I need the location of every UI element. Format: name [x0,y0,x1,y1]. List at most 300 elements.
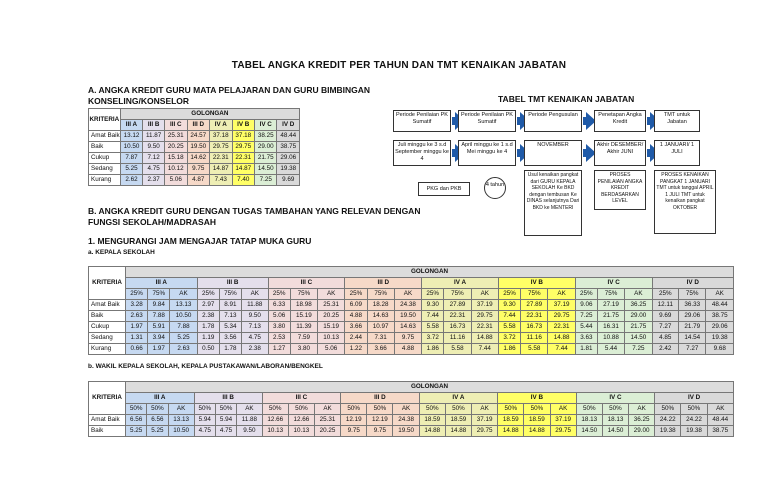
value-cell: 2.38 [197,311,219,322]
kriteria-label: Baik [89,142,121,153]
value-cell: 13.13 [168,415,194,426]
golongan-group-header: III A [126,393,195,404]
value-cell: 1.31 [126,333,148,344]
value-cell: 3.94 [148,333,170,344]
sub-col-header: 25% [126,289,148,300]
value-cell: 25.31 [318,300,345,311]
value-cell: 24.22 [655,415,681,426]
value-cell: 7.44 [422,311,444,322]
value-cell: 13.12 [120,131,142,142]
value-cell: 9.68 [706,344,734,355]
value-cell: 4.75 [242,333,269,344]
value-cell: 6.09 [345,300,367,311]
kriteria-label: Kurang [89,175,121,186]
value-cell: 5.91 [148,322,170,333]
kriteria-header: KRITERIA [89,382,126,415]
value-cell: 5.58 [444,344,471,355]
value-cell: 12.19 [341,415,367,426]
value-cell: 22.31 [471,322,498,333]
value-cell: 12.19 [367,415,393,426]
value-cell: 6.33 [268,300,290,311]
golongan-group-header: III C [262,393,341,404]
sub-col-header: 25% [197,289,219,300]
golongan-col-header: III B [143,120,165,131]
sub-col-header: AK [168,404,194,415]
value-cell: 7.25 [254,175,276,186]
sub-col-header: AK [548,289,575,300]
value-cell: 3.56 [219,333,241,344]
value-cell: 7.25 [575,311,597,322]
value-cell: 38.75 [277,142,300,153]
value-cell: 2.53 [268,333,290,344]
flow-box-detail: NOVEMBER [524,140,582,166]
value-cell: 14.88 [524,426,550,437]
subsection-1-heading: 1. MENGURANGI JAM MENGAJAR TATAP MUKA GURU [88,236,312,246]
value-cell: 10.12 [165,164,187,175]
value-cell: 11.88 [242,300,269,311]
golongan-group-header: IV A [422,278,499,289]
sub-col-header: 50% [419,404,445,415]
value-cell: 3.66 [345,322,367,333]
value-cell: 7.44 [471,344,498,355]
golongan-group-header: IV C [575,278,652,289]
value-cell: 4.88 [345,311,367,322]
value-cell: 15.18 [165,153,187,164]
sub-col-header: 50% [215,404,236,415]
subsection-1b-heading: b. WAKIL KEPALA SEKOLAH, KEPALA PUSTAKAWAN/LABORAN/BENGKEL [88,363,323,370]
value-cell: 9.69 [277,175,300,186]
value-cell: 7.43 [210,175,232,186]
value-cell: 14.50 [625,333,652,344]
value-cell: 48.44 [277,131,300,142]
value-cell: 16.73 [521,322,548,333]
golongan-header: GOLONGAN [120,109,299,120]
sub-col-header: 25% [575,289,597,300]
value-cell: 10.13 [288,426,314,437]
value-cell: 0.50 [197,344,219,355]
sub-col-header: 50% [262,404,288,415]
sub-col-header: 50% [126,404,147,415]
value-cell: 14.50 [254,164,276,175]
value-cell: 6.56 [126,415,147,426]
value-cell: 12.66 [288,415,314,426]
golongan-group-header: IV B [498,278,575,289]
table-row [89,333,734,344]
kriteria-label: Kurang [89,344,126,355]
value-cell: 1.86 [422,344,444,355]
sub-col-header: 75% [444,289,471,300]
golongan-group-header: IV C [576,393,655,404]
wakil-kepala-sekolah-table [88,381,734,437]
value-cell: 29.06 [679,311,706,322]
sub-col-header: 50% [524,404,550,415]
value-cell: 29.00 [629,426,655,437]
flow-box-title: TMT untuk Jabatan [654,110,700,132]
value-cell: 22.31 [444,311,471,322]
value-cell: 9.84 [148,300,170,311]
value-cell: 29.00 [625,311,652,322]
sub-col-header: 25% [422,289,444,300]
sub-col-header: AK [314,404,340,415]
value-cell: 21.75 [597,311,624,322]
value-cell: 24.38 [393,415,419,426]
sub-col-header: 25% [268,289,290,300]
value-cell: 5.06 [268,311,290,322]
value-cell: 9.75 [394,333,421,344]
golongan-col-header: III A [120,120,142,131]
value-cell: 3.80 [290,344,317,355]
value-cell: 9.75 [341,426,367,437]
value-cell: 18.59 [445,415,471,426]
value-cell: 11.87 [143,131,165,142]
table-row [89,175,300,186]
sub-col-header: 50% [655,404,681,415]
table-row [89,426,734,437]
value-cell: 7.13 [242,322,269,333]
kriteria-label: Sedang [89,164,121,175]
value-cell: 10.88 [597,333,624,344]
value-cell: 11.39 [290,322,317,333]
golongan-col-header: IV A [210,120,232,131]
value-cell: 14.88 [471,333,498,344]
section-a-heading: A. ANGKA KREDIT GURU MATA PELAJARAN DAN GURU BIMBINGAN [88,85,371,95]
sub-col-header: 50% [498,404,524,415]
sub-col-header: 75% [219,289,241,300]
value-cell: 3.72 [422,333,444,344]
value-cell: 2.97 [197,300,219,311]
value-cell: 7.44 [498,311,520,322]
sub-col-header: 50% [576,404,602,415]
value-cell: 3.80 [268,322,290,333]
table-row [89,131,300,142]
value-cell: 4.85 [652,333,679,344]
value-cell: 7.40 [232,175,254,186]
value-cell: 38.75 [707,426,733,437]
value-cell: 2.62 [120,175,142,186]
value-cell: 22.31 [521,311,548,322]
flow-box-detail: Juli minggu ke 3 s.d September minggu ke 4 [393,140,451,166]
value-cell: 25.31 [165,131,187,142]
value-cell: 0.66 [126,344,148,355]
value-cell: 11.88 [237,415,262,426]
value-cell: 18.13 [602,415,628,426]
value-cell: 38.75 [706,311,734,322]
value-cell: 5.25 [120,164,142,175]
value-cell: 7.25 [625,344,652,355]
sub-col-header: 50% [288,404,314,415]
sub-col-header: 50% [602,404,628,415]
value-cell: 37.18 [232,131,254,142]
kriteria-label: Baik [89,426,126,437]
value-cell: 37.19 [550,415,576,426]
value-cell: 1.97 [148,344,170,355]
value-cell: 22.31 [548,322,575,333]
sub-col-header: AK [625,289,652,300]
sub-col-header: 50% [445,404,471,415]
sub-col-header: 75% [148,289,170,300]
value-cell: 10.50 [170,311,197,322]
value-cell: 11.16 [521,333,548,344]
golongan-group-header: IV A [419,393,498,404]
value-cell: 18.98 [290,300,317,311]
value-cell: 4.75 [194,426,215,437]
value-cell: 5.06 [165,175,187,186]
value-cell: 37.19 [471,300,498,311]
value-cell: 7.27 [679,344,706,355]
value-cell: 7.44 [548,344,575,355]
value-cell: 1.22 [345,344,367,355]
value-cell: 10.50 [120,142,142,153]
sub-col-header: 25% [498,289,520,300]
value-cell: 4.75 [143,164,165,175]
kriteria-label: Amat Baik [89,300,126,311]
value-cell: 37.18 [210,131,232,142]
value-cell: 9.30 [498,300,520,311]
table-row [89,311,734,322]
golongan-group-header: IV D [652,278,733,289]
value-cell: 7.27 [652,322,679,333]
value-cell: 27.19 [597,300,624,311]
period-circle: 4 tahun [484,177,506,199]
flow-box-title: Periode Penilaian PK Sumatif [393,110,451,132]
value-cell: 38.25 [254,131,276,142]
value-cell: 2.42 [652,344,679,355]
kriteria-label: Cukup [89,153,121,164]
value-cell: 9.69 [652,311,679,322]
value-cell: 10.13 [262,426,288,437]
value-cell: 7.59 [290,333,317,344]
kriteria-header: KRITERIA [89,267,126,300]
table-row [89,300,734,311]
table-row [89,164,300,175]
sub-col-header: 25% [652,289,679,300]
value-cell: 5.94 [215,415,236,426]
value-cell: 14.88 [498,426,524,437]
sub-col-header: 75% [597,289,624,300]
value-cell: 21.79 [679,322,706,333]
value-cell: 29.75 [210,142,232,153]
value-cell: 5.44 [575,322,597,333]
kriteria-label: Amat Baik [89,131,121,142]
sub-col-header: AK [550,404,576,415]
kriteria-label: Cukup [89,322,126,333]
value-cell: 27.89 [521,300,548,311]
value-cell: 16.31 [597,322,624,333]
value-cell: 7.88 [148,311,170,322]
value-cell: 19.38 [706,333,734,344]
flow-box-title: Penetapan Angka Kredit [594,110,646,132]
value-cell: 24.57 [187,131,209,142]
value-cell: 4.87 [187,175,209,186]
value-cell: 19.50 [394,311,421,322]
value-cell: 29.00 [254,142,276,153]
value-cell: 1.86 [498,344,520,355]
value-cell: 1.27 [268,344,290,355]
pkg-pkb-box: PKG dan PKB [418,182,470,196]
value-cell: 19.50 [393,426,419,437]
sub-col-header: AK [237,404,262,415]
sub-col-header: AK [706,289,734,300]
value-cell: 29.75 [232,142,254,153]
value-cell: 5.58 [521,344,548,355]
golongan-group-header: III C [268,278,345,289]
flow-box-detail: 1 JANUARI/ 1 JULI [654,140,700,166]
value-cell: 6.56 [147,415,168,426]
value-cell: 3.28 [126,300,148,311]
flow-box-title: Periode Penilaian PK Sumatif [458,110,516,132]
sub-col-header: 50% [367,404,393,415]
value-cell: 29.75 [471,311,498,322]
kriteria-label: Sedang [89,333,126,344]
value-cell: 18.28 [367,300,394,311]
sub-col-header: 75% [679,289,706,300]
table-row [89,322,734,333]
value-cell: 2.37 [143,175,165,186]
kepala-sekolah-table [88,266,734,355]
sub-col-header: AK [393,404,419,415]
value-cell: 2.38 [242,344,269,355]
value-cell: 1.97 [126,322,148,333]
golongan-group-header: III B [197,278,268,289]
value-cell: 36.25 [629,415,655,426]
sub-col-header: AK [629,404,655,415]
document-page [58,56,740,452]
value-cell: 20.25 [318,311,345,322]
value-cell: 24.38 [394,300,421,311]
sub-col-header: AK [707,404,733,415]
table-row [89,415,734,426]
section-b-heading-2: FUNGSI SEKOLAH/MADRASAH [88,217,216,227]
flow-desc-proses-penilaian: PROSES PENILAIAN ANGKA KREDIT BERDASARKAN LEVEL [594,170,646,210]
value-cell: 48.44 [706,300,734,311]
flow-box-title: Periode Pengusulan [524,110,582,132]
golongan-col-header: IV B [232,120,254,131]
value-cell: 29.06 [277,153,300,164]
value-cell: 5.25 [170,333,197,344]
section-a-heading-2: KONSELING/KONSELOR [88,96,190,106]
value-cell: 5.58 [422,322,444,333]
value-cell: 21.75 [254,153,276,164]
sub-col-header: AK [242,289,269,300]
sub-col-header: 50% [341,404,367,415]
value-cell: 5.44 [597,344,624,355]
value-cell: 3.63 [575,333,597,344]
value-cell: 5.94 [194,415,215,426]
sub-col-header: 75% [367,289,394,300]
value-cell: 14.87 [210,164,232,175]
value-cell: 22.31 [232,153,254,164]
kriteria-label: Baik [89,311,126,322]
golongan-col-header: IV D [277,120,300,131]
golongan-col-header: IV C [254,120,276,131]
value-cell: 5.25 [126,426,147,437]
value-cell: 18.59 [524,415,550,426]
value-cell: 14.88 [548,333,575,344]
sub-col-header: 25% [345,289,367,300]
value-cell: 19.38 [655,426,681,437]
table-row [89,153,300,164]
golongan-col-header: III D [187,120,209,131]
value-cell: 9.30 [422,300,444,311]
value-cell: 9.50 [143,142,165,153]
value-cell: 27.89 [444,300,471,311]
value-cell: 5.58 [498,322,520,333]
kriteria-label: Amat Baik [89,415,126,426]
value-cell: 14.62 [187,153,209,164]
value-cell: 29.75 [548,311,575,322]
value-cell: 24.22 [681,415,707,426]
table-row [89,344,734,355]
value-cell: 4.75 [215,426,236,437]
golongan-header: GOLONGAN [126,267,734,278]
flow-box-detail: April minggu ke 1 s.d Mei minggu ke 4 [458,140,516,166]
value-cell: 19.50 [187,142,209,153]
value-cell: 9.75 [187,164,209,175]
kriteria-header: KRITERIA [89,109,121,131]
golongan-header: GOLONGAN [126,382,734,393]
sub-col-header: AK [471,289,498,300]
sub-col-header: AK [472,404,498,415]
value-cell: 14.88 [419,426,445,437]
value-cell: 7.31 [367,333,394,344]
value-cell: 8.91 [219,300,241,311]
value-cell: 5.34 [219,322,241,333]
value-cell: 19.38 [681,426,707,437]
value-cell: 14.50 [576,426,602,437]
value-cell: 21.75 [625,322,652,333]
value-cell: 2.63 [170,344,197,355]
flow-title: TABEL TMT KENAIKAN JABATAN [498,94,635,104]
sub-col-header: 75% [521,289,548,300]
golongan-col-header: III C [165,120,187,131]
value-cell: 1.81 [575,344,597,355]
sub-col-header: 50% [194,404,215,415]
value-cell: 2.63 [126,311,148,322]
value-cell: 20.25 [165,142,187,153]
golongan-group-header: III A [126,278,198,289]
value-cell: 18.59 [498,415,524,426]
value-cell: 4.88 [394,344,421,355]
flow-desc-proses-kenaikan: PROSES KENAIKAN PANGKAT 1 JANUARI TMT untuk tanggal APRIL 1 JULI TMT untuk kenaikan pangkat OKTOBER [654,170,716,234]
angka-kredit-table [88,108,300,186]
value-cell: 14.88 [445,426,471,437]
sub-col-header: AK [170,289,197,300]
golongan-group-header: III B [194,393,262,404]
value-cell: 9.06 [575,300,597,311]
value-cell: 20.25 [314,426,340,437]
document-title: TABEL ANGKA KREDIT PER TAHUN DAN TMT KENAIKAN JABATAN [231,60,567,71]
value-cell: 18.59 [419,415,445,426]
value-cell: 7.88 [170,322,197,333]
value-cell: 1.78 [197,322,219,333]
value-cell: 1.19 [197,333,219,344]
flow-desc-usul: Usul kenaikan pangkat dari GURU KEPALA SEKOLAH Ke BKD dengan tembusan Ke DINAS selanjutnya Dari BKD ke MENTERI [524,170,582,236]
value-cell: 3.66 [367,344,394,355]
value-cell: 10.50 [168,426,194,437]
value-cell: 12.11 [652,300,679,311]
value-cell: 10.13 [318,333,345,344]
subsection-1a-heading: a. KEPALA SEKOLAH [88,249,155,256]
sub-col-header: AK [318,289,345,300]
value-cell: 37.19 [548,300,575,311]
value-cell: 14.63 [367,311,394,322]
golongan-group-header: III D [341,393,420,404]
value-cell: 1.78 [219,344,241,355]
value-cell: 16.73 [444,322,471,333]
value-cell: 5.06 [318,344,345,355]
value-cell: 15.19 [318,322,345,333]
value-cell: 14.87 [232,164,254,175]
